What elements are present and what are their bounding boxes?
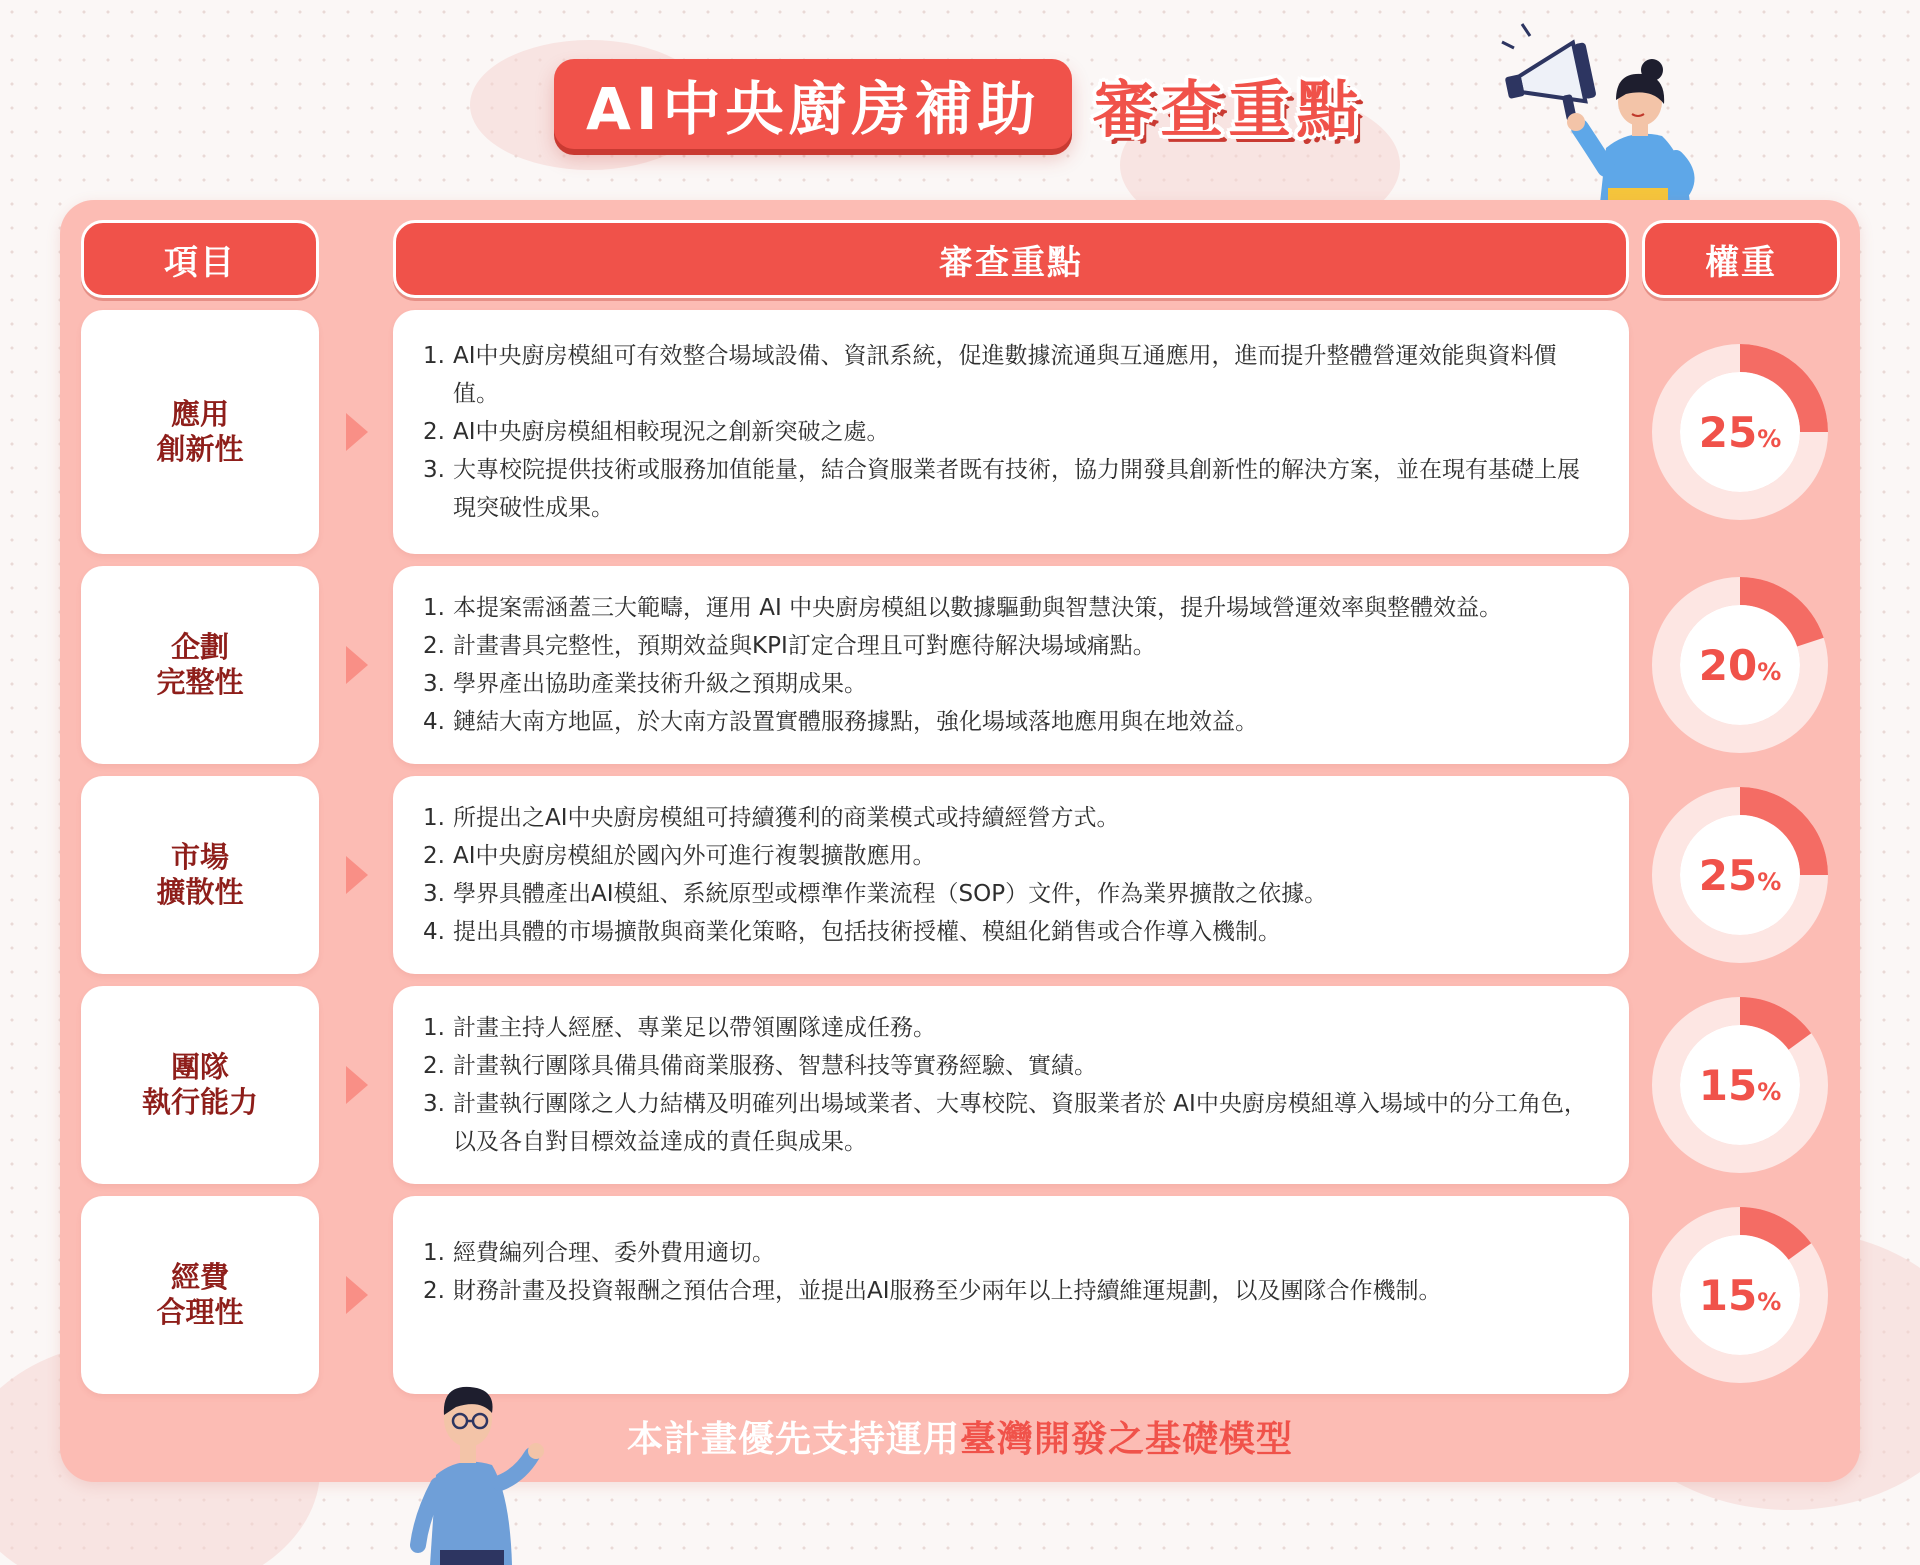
row-arrow-icon	[346, 413, 368, 451]
footer-note-part1: 本計畫優先支持運用	[626, 1419, 960, 1460]
weight-unit: %	[1757, 868, 1782, 896]
criteria-item: 3. 學界具體產出AI模組、系統原型或標準作業流程（SOP）文件，作為業界擴散之依據。	[423, 881, 1328, 907]
weight-donut-planning	[1650, 575, 1830, 755]
item-label-line2: 擴散性	[156, 875, 244, 909]
criteria-item: 3. 計畫執行團隊之人力結構及明確列出場域業者、大專校院、資服業者於 AI中央廚房模組導入場域中的分工角色，以及各自對目標效益達成的責任與成果。	[423, 1091, 1587, 1155]
criteria-item: 1. 本提案需涵蓋三大範疇，運用 AI 中央廚房模組以數據驅動與智慧決策，提升場域營運效率與整體效益。	[423, 595, 1503, 621]
item-label-line1: 經費	[170, 1260, 229, 1295]
criteria-item: 1. 所提出之AI中央廚房模組可持續獲利的商業模式或持續經營方式。	[423, 805, 1120, 831]
header-item: 項目	[81, 220, 319, 298]
criteria-item: 2. 計畫執行團隊具備具備商業服務、智慧科技等實務經驗、實績。	[423, 1053, 1097, 1079]
title-main: AI中央廚房補助	[554, 59, 1072, 149]
criteria-item: 1. AI中央廚房模組可有效整合場域設備、資訊系統，促進數據流通與互通應用，進而提升整體營運效能與資料價值。	[423, 343, 1557, 407]
title-sub: 審查重點	[1092, 72, 1365, 146]
row-arrow-icon	[346, 1066, 368, 1104]
footer-note-highlight: 臺灣開發之基礎模型	[960, 1419, 1294, 1460]
criteria-item: 3. 學界產出協助產業技術升級之預期成果。	[423, 671, 867, 697]
criteria-item: 2. 財務計畫及投資報酬之預估合理，並提出AI服務至少兩年以上持續維運規劃，以及團隊合作機制。	[423, 1278, 1442, 1304]
criteria-cell-market	[393, 776, 1629, 974]
row-arrow-icon	[346, 646, 368, 684]
item-cell-team	[81, 986, 319, 1184]
criteria-list	[423, 799, 1589, 951]
weight-number: 25	[1698, 851, 1758, 900]
footer-note	[0, 1411, 1920, 1462]
criteria-cell-team	[393, 986, 1629, 1184]
weight-donut-chart	[1650, 575, 1830, 755]
weight-donut-chart	[1650, 342, 1830, 522]
row-arrow-icon	[346, 1276, 368, 1314]
criteria-list	[423, 1234, 1589, 1310]
item-cell-planning	[81, 566, 319, 764]
criteria-cell-innovation	[393, 310, 1629, 554]
weight-number: 25	[1698, 408, 1758, 457]
weight-donut-team	[1650, 995, 1830, 1175]
weight-donut-chart	[1650, 785, 1830, 965]
weight-donut-chart	[1650, 1205, 1830, 1385]
item-label-line1: 應用	[170, 397, 229, 432]
criteria-item: 1. 計畫主持人經歷、專業足以帶領團隊達成任務。	[423, 1015, 936, 1041]
criteria-item: 4. 提出具體的市場擴散與商業化策略，包括技術授權、模組化銷售或合作導入機制。	[423, 919, 1281, 945]
criteria-item: 2. AI中央廚房模組相較現況之創新突破之處。	[423, 419, 890, 445]
weight-number: 20	[1698, 641, 1758, 690]
weight-donut-innovation	[1650, 342, 1830, 522]
item-label-line2: 完整性	[156, 665, 244, 699]
item-label-line1: 企劃	[170, 630, 229, 665]
criteria-item: 3. 大專校院提供技術或服務加值能量，結合資服業者既有技術，協力開發具創新性的解決方案，並在現有基礎上展現突破性成果。	[423, 457, 1580, 521]
criteria-list	[423, 589, 1589, 741]
criteria-item: 1. 經費編列合理、委外費用適切。	[423, 1240, 775, 1266]
item-label-line1: 團隊	[170, 1050, 229, 1085]
criteria-item: 4. 鏈結大南方地區，於大南方設置實體服務據點，強化場域落地應用與在地效益。	[423, 709, 1258, 735]
weight-unit: %	[1757, 425, 1782, 453]
criteria-item: 2. AI中央廚房模組於國內外可進行複製擴散應用。	[423, 843, 936, 869]
weight-donut-market	[1650, 785, 1830, 965]
item-cell-market	[81, 776, 319, 974]
item-cell-innovation	[81, 310, 319, 554]
criteria-cell-planning	[393, 566, 1629, 764]
header-weight: 權重	[1642, 220, 1840, 298]
criteria-list	[423, 1009, 1589, 1161]
woman-with-megaphone-illustration	[1500, 18, 1710, 203]
criteria-cell-budget	[393, 1196, 1629, 1394]
item-label-line2: 執行能力	[141, 1085, 258, 1119]
item-label-line2: 創新性	[156, 432, 244, 466]
weight-number: 15	[1698, 1061, 1758, 1110]
criteria-list	[423, 337, 1589, 527]
page-title	[554, 58, 1364, 150]
weight-unit: %	[1757, 1288, 1782, 1316]
weight-donut-chart	[1650, 995, 1830, 1175]
weight-unit: %	[1757, 1078, 1782, 1106]
weight-donut-budget	[1650, 1205, 1830, 1385]
item-label-line1: 市場	[170, 840, 229, 875]
header-criteria: 審查重點	[393, 220, 1629, 298]
item-label-line2: 合理性	[156, 1295, 244, 1329]
item-cell-budget	[81, 1196, 319, 1394]
weight-number: 15	[1698, 1271, 1758, 1320]
row-arrow-icon	[346, 856, 368, 894]
weight-unit: %	[1757, 658, 1782, 686]
criteria-item: 2. 計畫書具完整性，預期效益與KPI訂定合理且可對應待解決場域痛點。	[423, 633, 1156, 659]
